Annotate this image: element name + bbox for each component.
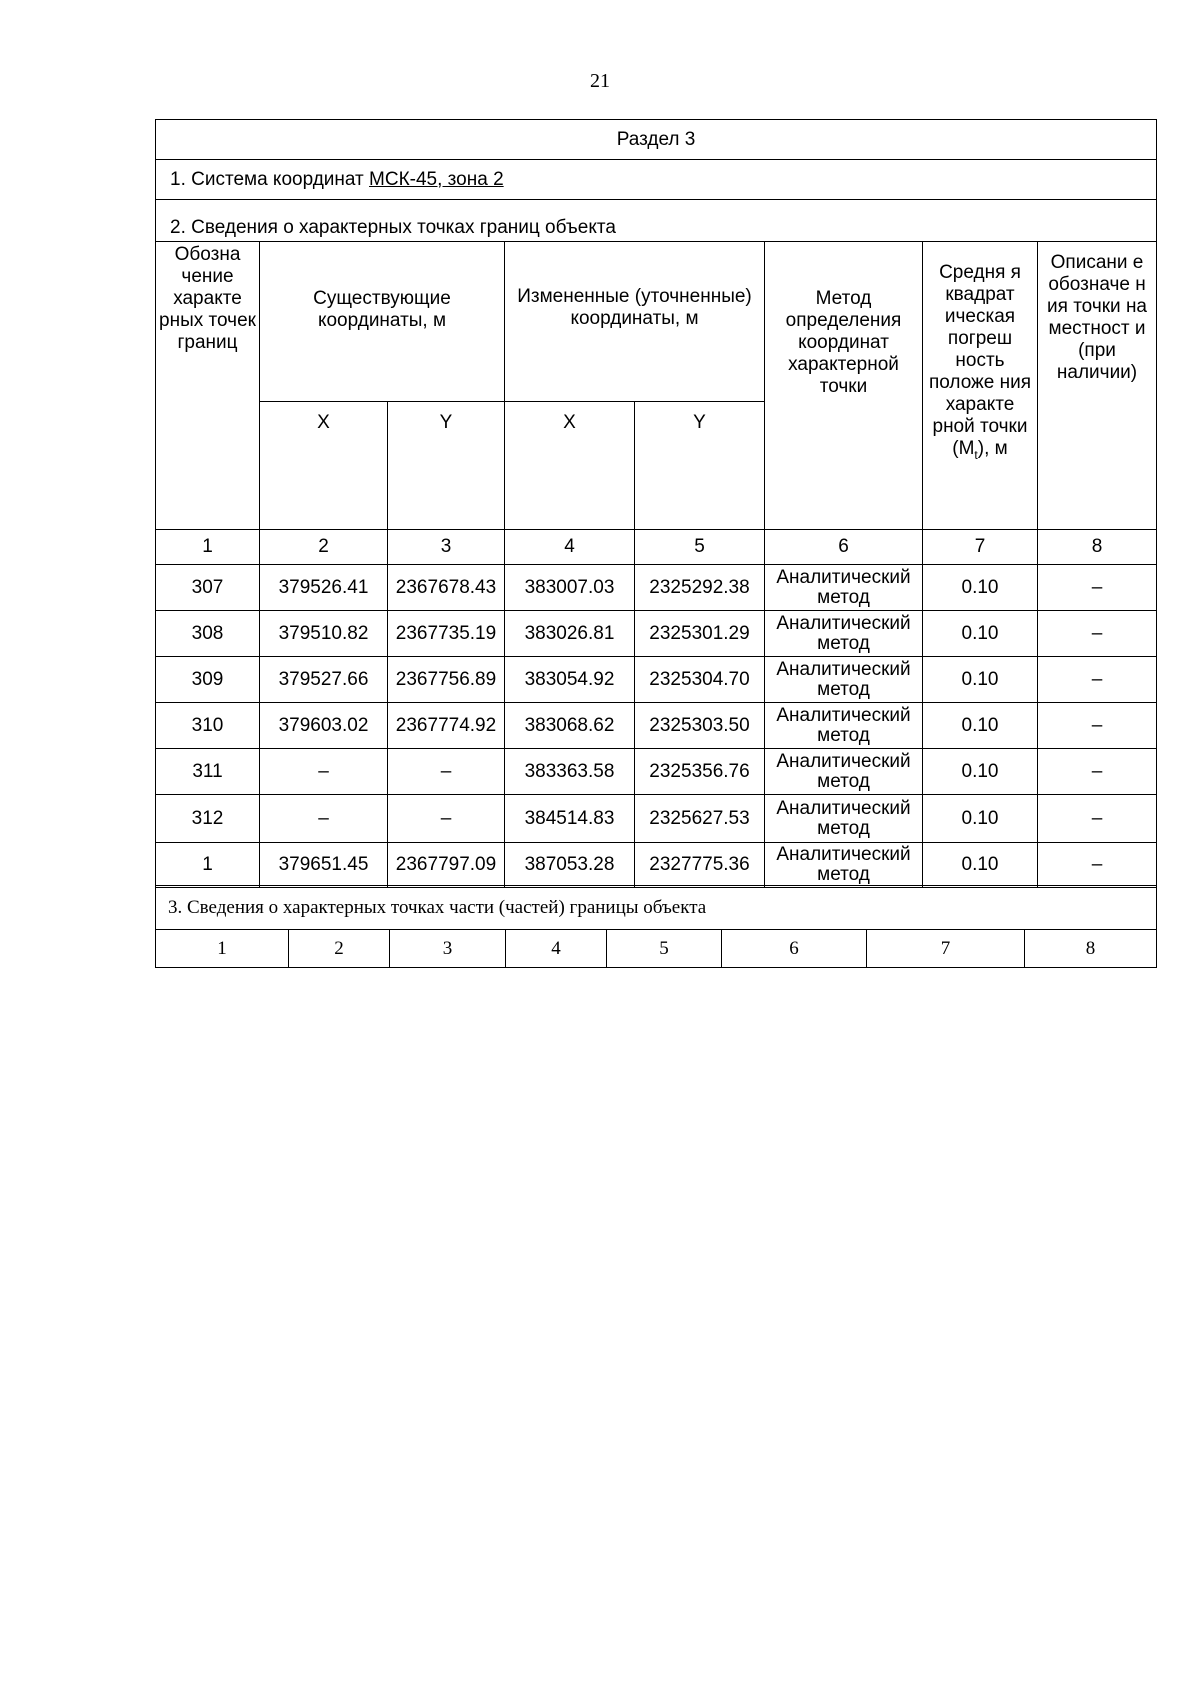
rms-error: 0.10 — [923, 611, 1038, 657]
changed-y: 2325627.53 — [635, 795, 765, 843]
column-number: 3 — [388, 530, 505, 565]
header-description: Описани е обозначе н ия точки на местност и (при наличии) — [1038, 242, 1157, 530]
existing-x: 379510.82 — [260, 611, 388, 657]
table-row — [156, 795, 1157, 843]
existing-x: – — [260, 749, 388, 795]
header-changed-y: Y — [635, 402, 765, 530]
rms-error: 0.10 — [923, 657, 1038, 703]
description: – — [1038, 749, 1157, 795]
existing-y: 2367678.43 — [388, 565, 505, 611]
changed-x: 383054.92 — [505, 657, 635, 703]
boundary-points-title: 2. Сведения о характерных точках границ объекта — [156, 200, 1157, 242]
existing-x: – — [260, 795, 388, 843]
existing-x: 379651.45 — [260, 843, 388, 888]
header-rms-error — [923, 242, 1038, 530]
column-number: 1 — [156, 530, 260, 565]
header-changed-coords: Измененные (уточненные) координаты, м — [505, 242, 765, 402]
coordinate-system-label: 1. Система координат — [170, 168, 370, 190]
existing-x: 379527.66 — [260, 657, 388, 703]
existing-y: – — [388, 749, 505, 795]
method: Аналитический метод — [765, 565, 923, 611]
changed-y: 2325292.38 — [635, 565, 765, 611]
method: Аналитический метод — [765, 795, 923, 843]
changed-x: 383026.81 — [505, 611, 635, 657]
column-number: 7 — [867, 930, 1025, 968]
column-number: 1 — [156, 930, 289, 968]
existing-y: 2367735.19 — [388, 611, 505, 657]
existing-y: 2367797.09 — [388, 843, 505, 888]
description: – — [1038, 703, 1157, 749]
column-number: 7 — [923, 530, 1038, 565]
existing-y: – — [388, 795, 505, 843]
point-id: 312 — [156, 795, 260, 843]
column-number: 5 — [635, 530, 765, 565]
changed-y: 2325356.76 — [635, 749, 765, 795]
description: – — [1038, 843, 1157, 888]
column-number: 2 — [289, 930, 390, 968]
point-id: 1 — [156, 843, 260, 888]
header-existing-x: X — [260, 402, 388, 530]
header-existing-coords: Существующие координаты, м — [260, 242, 505, 402]
header-existing-y: Y — [388, 402, 505, 530]
column-number: 4 — [506, 930, 607, 968]
table-row — [156, 749, 1157, 795]
column-number: 8 — [1025, 930, 1157, 968]
changed-y: 2325303.50 — [635, 703, 765, 749]
column-number: 3 — [390, 930, 506, 968]
method: Аналитический метод — [765, 703, 923, 749]
method: Аналитический метод — [765, 843, 923, 888]
header-rms-error-main: Средня я квадрат ическая погреш ность положе ния характе рной точки (M — [928, 262, 1032, 459]
column-number: 4 — [505, 530, 635, 565]
table-row — [156, 611, 1157, 657]
existing-x: 379526.41 — [260, 565, 388, 611]
page-number: 21 — [590, 70, 610, 92]
method: Аналитический метод — [765, 749, 923, 795]
existing-y: 2367774.92 — [388, 703, 505, 749]
point-id: 309 — [156, 657, 260, 703]
table-row — [156, 565, 1157, 611]
header-method: Метод определения координат характерной точки — [765, 242, 923, 530]
changed-x: 383363.58 — [505, 749, 635, 795]
column-number: 6 — [765, 530, 923, 565]
column-number: 6 — [722, 930, 867, 968]
column-number: 5 — [607, 930, 722, 968]
method: Аналитический метод — [765, 657, 923, 703]
header-changed-x: X — [505, 402, 635, 530]
header-rms-error-sub: t — [974, 447, 978, 462]
existing-y: 2367756.89 — [388, 657, 505, 703]
method: Аналитический метод — [765, 611, 923, 657]
part-column-numbers-row — [156, 930, 1157, 968]
changed-x: 387053.28 — [505, 843, 635, 888]
changed-y: 2327775.36 — [635, 843, 765, 888]
changed-y: 2325304.70 — [635, 657, 765, 703]
changed-x: 383007.03 — [505, 565, 635, 611]
header-point-designation: Обозна чение характе рных точек границ — [156, 242, 260, 530]
table-row — [156, 703, 1157, 749]
part-boundary-title: 3. Сведения о характерных точках части (частей) границы объекта — [156, 886, 1157, 930]
boundary-points-table — [155, 119, 1157, 888]
point-id: 308 — [156, 611, 260, 657]
existing-x: 379603.02 — [260, 703, 388, 749]
point-id: 310 — [156, 703, 260, 749]
column-numbers-row — [156, 530, 1157, 565]
column-number: 8 — [1038, 530, 1157, 565]
changed-x: 383068.62 — [505, 703, 635, 749]
point-id: 311 — [156, 749, 260, 795]
description: – — [1038, 657, 1157, 703]
section-title: Раздел 3 — [156, 120, 1157, 160]
description: – — [1038, 565, 1157, 611]
header-rms-error-tail: ), м — [977, 438, 1008, 459]
coordinate-system-row — [156, 160, 1157, 200]
description: – — [1038, 795, 1157, 843]
coordinate-system-value: МСК-45, зона 2 — [369, 168, 504, 190]
table-row — [156, 843, 1157, 888]
table-row — [156, 657, 1157, 703]
description: – — [1038, 611, 1157, 657]
rms-error: 0.10 — [923, 749, 1038, 795]
point-id: 307 — [156, 565, 260, 611]
rms-error: 0.10 — [923, 703, 1038, 749]
rms-error: 0.10 — [923, 795, 1038, 843]
changed-y: 2325301.29 — [635, 611, 765, 657]
changed-x: 384514.83 — [505, 795, 635, 843]
part-boundary-table — [155, 885, 1157, 968]
rms-error: 0.10 — [923, 843, 1038, 888]
rms-error: 0.10 — [923, 565, 1038, 611]
column-number: 2 — [260, 530, 388, 565]
